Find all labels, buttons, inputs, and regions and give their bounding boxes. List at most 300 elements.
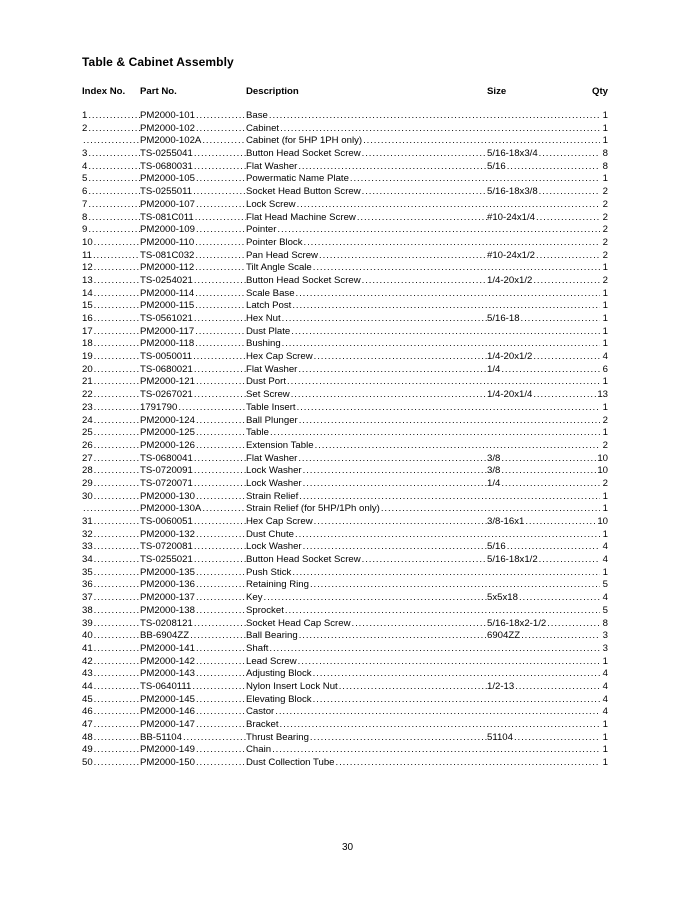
index-cell: 27 ..... [82,453,140,466]
dot-leader [363,135,600,148]
index-cell: 1 ..... [82,110,140,123]
table-row [82,123,608,136]
index-cell: 37 ..... [82,592,140,605]
dot-leader [194,313,246,326]
description-cell: Button Head Socket Screw ..... [246,148,487,161]
description-cell: Castor ..... [246,706,600,719]
index-cell: 33 ..... [82,541,140,554]
table-row [82,554,608,567]
dot-leader [298,453,487,466]
qty-cell: 2 [602,186,608,198]
qty-cell: 4 [602,351,608,363]
table-row [82,110,608,123]
table-row [82,186,608,199]
dot-leader [515,681,600,694]
dot-leader [94,326,140,339]
description-cell: Hex Nut ..... [246,313,487,326]
dot-leader [336,757,600,770]
index-cell: 15 ..... [82,300,140,313]
index-cell: 28 ..... [82,465,140,478]
size-cell: 5/16-18 ..... [487,313,600,326]
dot-leader [295,529,600,542]
part-no-cell: PM2000-114 ..... [140,288,246,301]
dot-leader [299,630,487,643]
part-no-cell: TS-0208121 ..... [140,618,246,631]
description-cell: Cabinet ..... [246,123,600,136]
dot-leader [350,173,600,186]
index-cell: 16 ..... [82,313,140,326]
dot-leader [275,706,600,719]
description-cell: Extension Table ..... [246,440,600,453]
dot-leader [94,364,140,377]
dot-leader [94,288,140,301]
index-cell: 43 ..... [82,668,140,681]
qty-cell: 1 [602,173,608,185]
dot-leader [196,224,246,237]
part-no-cell: PM2000-110 ..... [140,237,246,250]
dot-leader [194,389,246,402]
description-cell: Push Stick ..... [246,567,600,580]
part-no-cell: PM2000-117 ..... [140,326,246,339]
dot-leader [196,110,246,123]
index-cell: 13 ..... [82,275,140,288]
dot-leader [521,313,600,326]
table-row [82,440,608,453]
dot-leader [194,554,246,567]
dot-leader [94,275,140,288]
dot-leader [94,719,140,732]
dot-leader [196,376,246,389]
part-no-cell: TS-0680031 ..... [140,161,246,174]
table-row [82,376,608,389]
description-cell: Powermatic Name Plate ..... [246,173,600,186]
description-cell: Lead Screw ..... [246,656,600,669]
dot-leader [94,351,140,364]
part-no-cell: PM2000-101 ..... [140,110,246,123]
dot-leader [314,351,487,364]
part-no-cell: BB-51104 ..... [140,732,246,745]
description-cell: Flat Washer ..... [246,161,487,174]
dot-leader [196,427,246,440]
part-no-cell: TS-0720071 ..... [140,478,246,491]
qty-cell: 2 [602,236,608,248]
qty-cell: 1 [602,325,608,337]
qty-cell: 2 [602,274,608,286]
index-cell: 36 ..... [82,579,140,592]
dot-leader [297,402,600,415]
description-cell: Nylon Insert Lock Nut ..... [246,681,487,694]
dot-leader [196,123,246,136]
dot-leader [94,300,140,313]
qty-cell: 1 [602,566,608,578]
dot-leader [298,364,487,377]
header-qty: Qty [592,86,608,97]
table-row [82,719,608,732]
dot-leader [303,478,487,491]
dot-leader [94,389,140,402]
index-cell: 32 ..... [82,529,140,542]
table-row [82,313,608,326]
table-row [82,516,608,529]
dot-leader [194,161,246,174]
index-cell: 39 ..... [82,618,140,631]
dot-leader [303,465,487,478]
dot-leader [94,516,140,529]
dot-leader [352,618,487,631]
size-cell: #10-24x1/2 ..... [487,250,600,263]
table-row [82,427,608,440]
dot-leader [94,630,140,643]
size-cell: 51104 ..... [487,732,600,745]
part-no-cell: TS-081C011 ..... [140,212,246,225]
dot-leader [292,567,600,580]
dot-leader [501,453,597,466]
part-no-cell: TS-081C032 ..... [140,250,246,263]
dot-leader [313,262,600,275]
qty-cell: 1 [602,503,608,515]
dot-leader [195,250,246,263]
dot-leader [202,503,246,516]
index-cell: 2 ..... [82,123,140,136]
qty-cell: 4 [602,693,608,705]
table-row [82,744,608,757]
dot-leader [94,453,140,466]
dot-leader [519,592,600,605]
dot-leader [94,478,140,491]
dot-leader [94,402,140,415]
dot-leader [285,605,600,618]
part-no-cell: PM2000-105 ..... [140,173,246,186]
dot-leader [280,719,600,732]
size-cell: 3/8-16x1 ..... [487,516,597,529]
table-row [82,465,608,478]
table-row [82,541,608,554]
description-cell: Retaining Ring ..... [246,579,600,592]
qty-cell: 8 [602,617,608,629]
table-row [82,288,608,301]
index-cell: 14 ..... [82,288,140,301]
part-no-cell: PM2000-141 ..... [140,643,246,656]
description-cell: Bracket ..... [246,719,600,732]
dot-leader [195,288,246,301]
description-cell: Lock Washer ..... [246,465,487,478]
index-cell: 3 ..... [82,148,140,161]
dot-leader [196,491,246,504]
dot-leader [292,300,600,313]
dot-leader [196,668,246,681]
part-no-cell: 1791790 ..... [140,402,246,415]
dot-leader [296,288,600,301]
table-row [82,212,608,225]
dot-leader [269,110,600,123]
qty-cell: 2 [602,224,608,236]
index-cell: 22 ..... [82,389,140,402]
qty-cell: 8 [602,148,608,160]
table-row [82,605,608,618]
table-row [82,224,608,237]
size-cell: 3/8 ..... [487,453,597,466]
dot-leader [196,415,246,428]
description-cell: Strain Relief (for 5HP/1Ph only) ..... [246,503,600,516]
dot-leader [313,668,600,681]
size-cell: 5x5x18 ..... [487,592,600,605]
description-cell: Pointer ..... [246,224,600,237]
description-cell: Pan Head Screw ..... [246,250,487,263]
dot-leader [94,237,140,250]
table-row [82,415,608,428]
table-row [82,694,608,707]
dot-leader [94,338,140,351]
index-cell: 40 ..... [82,630,140,643]
size-cell: 5/16 ..... [487,541,600,554]
dot-leader [291,389,487,402]
part-no-cell: PM2000-125 ..... [140,427,246,440]
description-cell: Hex Cap Screw ..... [246,516,487,529]
dot-leader [313,694,600,707]
part-no-cell: PM2000-118 ..... [140,338,246,351]
dot-leader [195,262,246,275]
dot-leader [195,338,246,351]
part-no-cell: PM2000-137 ..... [140,592,246,605]
dot-leader [272,744,600,757]
size-cell: 1/4 ..... [487,478,600,491]
qty-cell: 4 [602,668,608,680]
qty-cell: 1 [602,719,608,730]
index-cell: 5 ..... [82,173,140,186]
table-body [82,110,608,770]
qty-cell: 4 [602,541,608,553]
part-no-cell: TS-0680041 ..... [140,453,246,466]
table-row [82,250,608,263]
dot-leader [196,567,246,580]
table-row [82,148,608,161]
index-cell: 46 ..... [82,706,140,719]
dot-leader [297,199,600,212]
index-cell: 45 ..... [82,694,140,707]
dot-leader [196,592,246,605]
part-no-cell: TS-0254021 ..... [140,275,246,288]
index-cell: 12 ..... [82,262,140,275]
part-no-cell: TS-0255041 ..... [140,148,246,161]
index-cell: 38 ..... [82,605,140,618]
parts-table [82,86,608,770]
index-cell: 7 ..... [82,199,140,212]
dot-leader [270,427,600,440]
description-cell: Table ..... [246,427,600,440]
dot-leader [94,618,140,631]
qty-cell: 10 [597,452,608,464]
dot-leader [94,427,140,440]
dot-leader [196,706,246,719]
dot-leader [194,364,246,377]
dot-leader [533,389,597,402]
table-row [82,757,608,770]
dot-leader [298,656,600,669]
index-cell: 49 ..... [82,744,140,757]
dot-leader [183,732,246,745]
dot-leader [88,186,140,199]
dot-leader [315,440,600,453]
index-cell: 25 ..... [82,427,140,440]
qty-cell: 1 [602,427,608,439]
dot-leader [195,326,246,339]
qty-cell: 1 [602,338,608,350]
dot-leader [507,541,600,554]
index-cell: 30 ..... [82,491,140,504]
table-row [82,567,608,580]
qty-cell: 5 [602,579,608,591]
description-cell: Chain ..... [246,744,600,757]
dot-leader [193,351,246,364]
table-row [82,706,608,719]
dot-leader [533,351,600,364]
dot-leader [536,250,600,263]
qty-cell: 1 [602,528,608,540]
qty-cell: 13 [597,389,608,401]
size-cell: 5/16-18x2-1/2 ..... [487,618,600,631]
dot-leader [94,440,140,453]
dot-leader [88,199,140,212]
part-no-cell: PM2000-145 ..... [140,694,246,707]
dot-leader [94,643,140,656]
qty-cell: 1 [602,490,608,502]
description-cell: Base ..... [246,110,600,123]
index-cell: 19 ..... [82,351,140,364]
description-cell: Elevating Block ..... [246,694,600,707]
qty-cell: 2 [602,211,608,223]
table-row [82,529,608,542]
table-row [82,478,608,491]
part-no-cell: BB-6904ZZ ..... [140,630,246,643]
description-cell: Lock Screw ..... [246,199,600,212]
table-row [82,618,608,631]
part-no-cell: PM2000-130A ..... [140,503,246,516]
dot-leader [94,579,140,592]
dot-leader [194,148,246,161]
index-cell: 44 ..... [82,681,140,694]
part-no-cell: TS-0060051 ..... [140,516,246,529]
index-cell: 34 ..... [82,554,140,567]
part-no-cell: TS-0267021 ..... [140,389,246,402]
part-no-cell: PM2000-112 ..... [140,262,246,275]
part-no-cell: TS-0255021 ..... [140,554,246,567]
index-cell: 21 ..... [82,376,140,389]
dot-leader [196,440,246,453]
qty-cell: 4 [602,592,608,604]
dot-leader [310,732,487,745]
dot-leader [269,643,600,656]
qty-cell: 6 [602,363,608,375]
dot-leader [196,643,246,656]
index-cell: 31 ..... [82,516,140,529]
table-row [82,237,608,250]
dot-leader [94,744,140,757]
index-cell: 6 ..... [82,186,140,199]
index-cell: 8 ..... [82,212,140,225]
description-cell: Socket Head Button Screw ..... [246,186,487,199]
part-no-cell: PM2000-124 ..... [140,415,246,428]
dot-leader [291,326,600,339]
description-cell: Shaft ..... [246,643,600,656]
description-cell: Thrust Bearing ..... [246,732,487,745]
dot-leader [94,376,140,389]
dot-leader [533,275,600,288]
description-cell: Socket Head Cap Screw ..... [246,618,487,631]
table-row [82,173,608,186]
dot-leader [362,275,487,288]
description-cell: Dust Chute ..... [246,529,600,542]
index-cell: 35 ..... [82,567,140,580]
table-row [82,592,608,605]
dot-leader [94,706,140,719]
dot-leader [501,465,597,478]
table-row [82,668,608,681]
qty-cell: 4 [602,706,608,718]
qty-cell: 1 [602,757,608,769]
qty-cell: 1 [602,313,608,324]
description-cell: Set Screw ..... [246,389,487,402]
dot-leader [193,186,246,199]
table-row [82,732,608,745]
dot-leader [88,224,140,237]
dot-leader [194,453,246,466]
table-row [82,402,608,415]
dot-leader [196,529,246,542]
part-no-cell: PM2000-102A ..... [140,135,246,148]
dot-leader [88,110,140,123]
part-no-cell: PM2000-130 ..... [140,491,246,504]
part-no-cell: PM2000-135 ..... [140,567,246,580]
dot-leader [547,618,600,631]
dot-leader [88,173,140,186]
description-cell: Button Head Socket Screw ..... [246,554,487,567]
description-cell: Strain Relief ..... [246,491,600,504]
table-row [82,453,608,466]
index-cell: 23 ..... [82,402,140,415]
dot-leader [88,212,140,225]
dot-leader [299,415,600,428]
index-cell: 18 ..... [82,338,140,351]
dot-leader [194,465,246,478]
table-row [82,300,608,313]
table-row [82,630,608,643]
dot-leader [196,744,246,757]
size-cell: 6904ZZ ..... [487,630,600,643]
part-no-cell: PM2000-132 ..... [140,529,246,542]
qty-cell: 2 [602,249,608,261]
part-no-cell: TS-0720081 ..... [140,541,246,554]
qty-cell: 4 [602,680,608,692]
dot-leader [287,376,600,389]
description-cell: Lock Washer ..... [246,478,487,491]
description-cell: Pointer Block ..... [246,237,600,250]
size-cell: 5/16-18x3/8 ..... [487,186,600,199]
qty-cell: 1 [602,744,608,756]
index-cell: 4 ..... [82,161,140,174]
description-cell: Ball Bearing ..... [246,630,487,643]
part-no-cell: PM2000-146 ..... [140,706,246,719]
description-cell: Flat Head Machine Screw ..... [246,212,487,225]
part-no-cell: TS-0561021 ..... [140,313,246,326]
qty-cell: 3 [602,642,608,654]
table-row [82,643,608,656]
table-row [82,579,608,592]
dot-leader [539,186,600,199]
dot-leader [94,656,140,669]
dot-leader [94,491,140,504]
part-no-cell: PM2000-121 ..... [140,376,246,389]
dot-leader [195,300,246,313]
